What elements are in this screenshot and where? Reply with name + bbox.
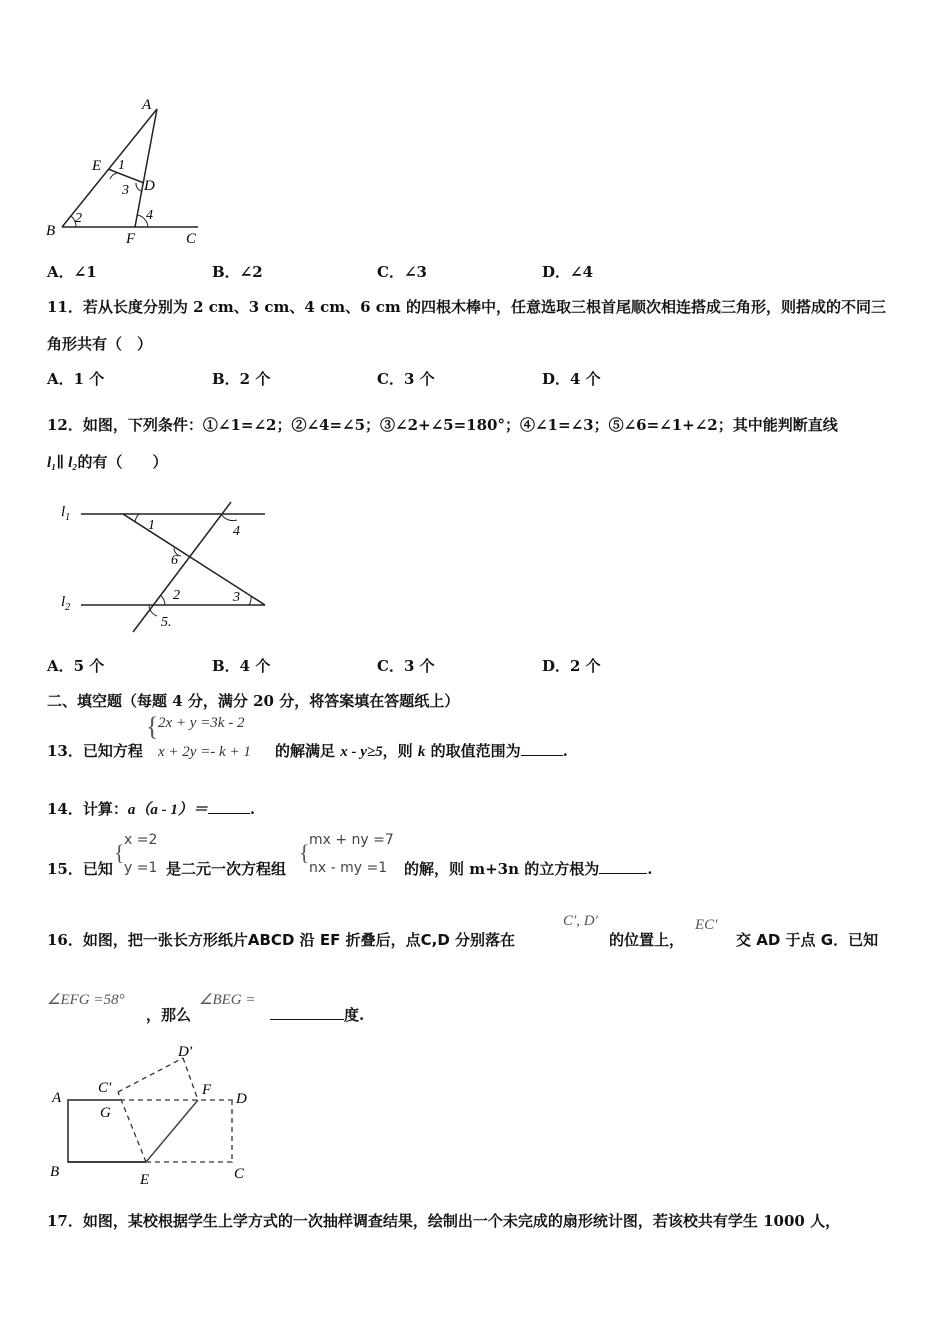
q12-option-a[interactable]: A．5 个: [47, 657, 105, 675]
q16-mid6: ．已知: [833, 931, 879, 949]
q13-answer-blank[interactable]: [521, 754, 563, 756]
q16-angle-beg: ∠BEG =: [199, 992, 256, 1008]
q13-prefix: 13．已知方程: [47, 742, 143, 760]
q11-stem-line2: 角形共有（ ）: [47, 335, 153, 353]
fig12-label-2: 2: [173, 588, 180, 603]
q16-ec-prime: EC′: [695, 917, 718, 933]
q15-equation-1: mx + ny =7: [309, 832, 394, 848]
q14-end: .: [249, 800, 256, 818]
fig16-label-dp: D': [178, 1044, 193, 1060]
figure-q12-parallel-lines: [55, 498, 275, 638]
q16-line1-part1: [47, 929, 515, 950]
fig12-label-l1-letter: l: [61, 504, 66, 520]
q16-mid3: 的位置上，: [609, 931, 685, 949]
q16-mid: 折叠后，点: [345, 931, 421, 949]
q15-suffix: 的解，则 m+3n 的立方根为: [404, 860, 600, 878]
q12-stem-line2-text: 的有（ ）: [77, 453, 168, 471]
q10-option-b[interactable]: B．∠2: [212, 263, 263, 281]
q15-brace-1: {: [114, 840, 125, 865]
q15-mid: 是二元一次方程组: [166, 860, 287, 878]
q16-ad: AD: [756, 931, 781, 949]
q14-answer-blank[interactable]: [208, 812, 250, 814]
q16-along: 沿: [299, 931, 315, 949]
q13-suffix-2: 的取值范围为: [430, 742, 521, 760]
fig12-label-3: 3: [233, 590, 240, 605]
q15-prefix: 15．已知: [47, 860, 113, 878]
q15-end: .: [647, 860, 653, 878]
fig12-label-l1-sub: 1: [65, 512, 71, 523]
q11-stem-line1: 11．若从长度分别为 2 cm、3 cm、4 cm、6 cm 的四根木棒中，任意选取三根首尾顺次相连搭成三角形，则搭成的不同三: [47, 298, 886, 316]
q12-option-b[interactable]: B．4 个: [212, 657, 271, 675]
fig10-label-1: 1: [118, 158, 125, 173]
q16-then: ，那么: [146, 1006, 192, 1024]
q13-condition: [275, 740, 568, 761]
q14-expression: a（a - 1）＝: [127, 802, 208, 818]
fig10-label-2: 2: [75, 211, 82, 226]
fig16-label-b: B: [50, 1164, 60, 1180]
fig10-label-3: 3: [122, 183, 129, 198]
q16-c-d-prime: C′, D′: [563, 913, 598, 929]
q10-option-d[interactable]: D．∠4: [542, 263, 594, 281]
q15-answer-blank[interactable]: [599, 872, 647, 874]
q15-solution-y: y =1: [124, 860, 158, 876]
q16-abcd: ABCD: [247, 931, 295, 949]
q12-option-c[interactable]: C．3 个: [377, 657, 435, 675]
q11-option-a[interactable]: A．1 个: [47, 370, 105, 388]
q11-option-c[interactable]: C．3 个: [377, 370, 435, 388]
figure-q16-folded-rectangle: [40, 1040, 270, 1190]
q13-end: .: [562, 742, 568, 760]
fig10-label-b: B: [46, 223, 56, 239]
q12-stem-line1: 12．如图，下列条件：①∠1=∠2；②∠4=∠5；③∠2+∠5=180°；④∠1=∠3；⑤∠6=∠1+∠2；其中能判断直线: [47, 416, 838, 434]
q16-cd: C,D: [420, 931, 450, 949]
fig12-label-1: 1: [148, 518, 155, 533]
fig10-label-e: E: [92, 158, 102, 174]
fig12-label-4: 4: [233, 524, 240, 539]
fig16-label-f: F: [202, 1082, 212, 1098]
q13-brace: {: [146, 712, 159, 741]
q11-option-b[interactable]: B．2 个: [212, 370, 271, 388]
q16-prefix: 16．如图，把一张长方形纸片: [47, 931, 248, 949]
q12-option-d[interactable]: D．2 个: [542, 657, 601, 675]
q13-mid-text: 的解满足: [275, 742, 336, 760]
q15-suffix-line: [404, 858, 652, 879]
fig12-label-l2-letter: l: [61, 594, 66, 610]
q13-equation-1: 2x + y =3k - 2: [158, 715, 245, 731]
q16-unit: 度.: [344, 1006, 365, 1024]
q11-option-d[interactable]: D．4 个: [542, 370, 601, 388]
figure-q10-triangle: [40, 95, 210, 250]
q14-prefix: 14．计算：: [47, 800, 128, 818]
q16-mid5: 于点: [785, 931, 816, 949]
q10-option-c[interactable]: C．∠3: [377, 263, 427, 281]
fig16-label-g: G: [100, 1105, 111, 1121]
fig10-label-f: F: [126, 231, 136, 247]
fig16-label-c: C: [234, 1166, 245, 1182]
fig12-label-l2-sub: 2: [65, 602, 71, 613]
q15-solution-x: x =2: [124, 832, 158, 848]
q16-mid2: 分别落在: [455, 931, 516, 949]
q16-line1-part2: [736, 929, 878, 950]
fig12-label-5: 5.: [161, 615, 172, 630]
q12-lines-parallel: l₁∥ l₂: [47, 455, 78, 471]
fig12-label-6: 6: [171, 553, 178, 568]
fig16-label-e: E: [140, 1172, 150, 1188]
q16-mid4: 交: [736, 931, 752, 949]
q17-stem-line1: 17．如图，某校根据学生上学方式的一次抽样调查结果，绘制出一个未完成的扇形统计图，若该校共有学生 1000 人，: [47, 1212, 841, 1230]
fig10-label-4: 4: [146, 208, 153, 223]
fig12-label-l1: [61, 504, 70, 523]
q16-answer-line: [270, 1004, 364, 1025]
q16-angle-efg: ∠EFG =58°: [47, 992, 125, 1008]
q16-answer-blank[interactable]: [270, 1018, 344, 1020]
fig16-label-d: D: [236, 1091, 247, 1107]
fig10-label-d: D: [144, 178, 155, 194]
q15-brace-2: {: [299, 840, 310, 865]
q13-inequality: x - y≥5: [340, 744, 383, 760]
q13-variable-k: k: [417, 744, 426, 760]
q10-option-a[interactable]: A．∠1: [47, 263, 97, 281]
q16-g: G: [820, 931, 834, 949]
fig16-label-cp: C': [98, 1080, 112, 1096]
q13-equation-2: x + 2y =- k + 1: [158, 744, 251, 760]
q12-stem-line2: [47, 451, 168, 472]
fig10-label-c: C: [186, 231, 197, 247]
q15-equation-2: nx - my =1: [309, 860, 388, 876]
q16-ef: EF: [319, 931, 341, 949]
section-fill-in-title: 二、填空题（每题 4 分，满分 20 分，将答案填在答题纸上）: [47, 692, 460, 710]
fig16-label-a: A: [52, 1090, 62, 1106]
fig12-label-l2: [61, 594, 70, 613]
q13-suffix-1: ，则: [382, 742, 413, 760]
fig10-label-a: A: [142, 97, 152, 113]
q14-stem: [47, 798, 255, 819]
